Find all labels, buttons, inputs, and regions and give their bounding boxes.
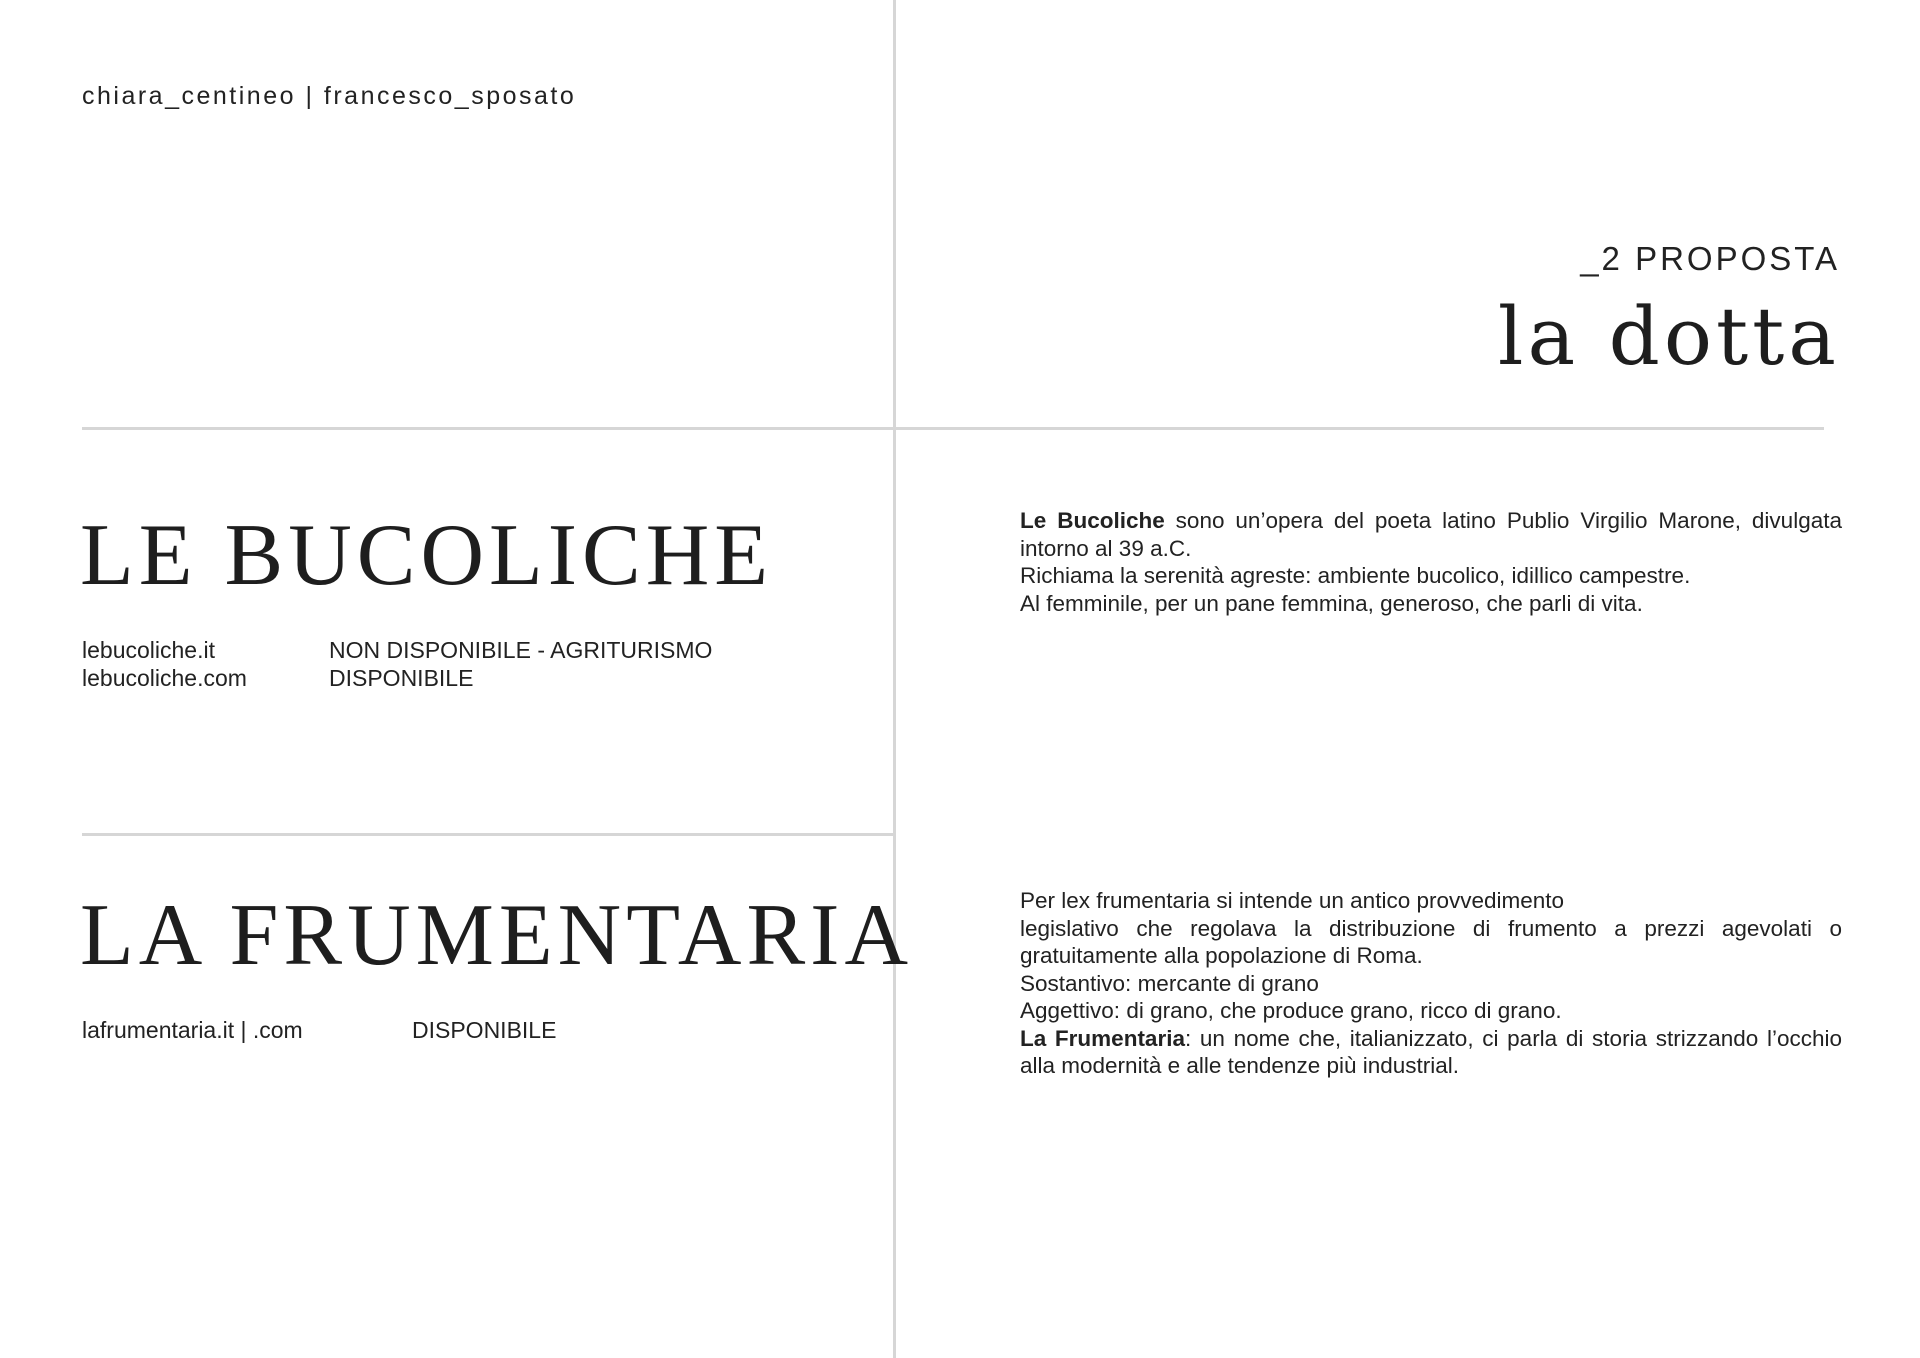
- domain-list-bucoliche: [82, 636, 842, 692]
- domain-row: [82, 1016, 842, 1044]
- bold-lead: La Frumentaria: [1020, 1025, 1185, 1051]
- description-frumentaria: [1020, 887, 1842, 1080]
- authors-credit: chiara_centineo | francesco_sposato: [82, 82, 577, 110]
- description-paragraph: Richiama la serenità agreste: ambiente bucolico, idillico campestre.: [1020, 563, 1691, 588]
- top-horizontal-divider: [82, 427, 1824, 430]
- description-bucoliche: [1020, 507, 1842, 617]
- name-la-frumentaria: LA FRUMENTARIA: [80, 887, 913, 984]
- description-paragraph: Aggettivo: di grano, che produce grano, ricco di grano.: [1020, 998, 1562, 1023]
- description-paragraph: [1020, 507, 1842, 562]
- domain-list-frumentaria: [82, 1016, 842, 1044]
- proposal-label: _2 PROPOSTA: [1580, 240, 1840, 277]
- description-paragraph: Al femminile, per un pane femmina, generoso, che parli di vita.: [1020, 590, 1643, 616]
- domain-row: [82, 636, 842, 664]
- name-le-bucoliche: LE BUCOLICHE: [80, 507, 774, 604]
- domain-name: lebucoliche.com: [82, 665, 247, 691]
- domain-status: NON DISPONIBILE - AGRITURISMO: [329, 637, 713, 663]
- proposal-title: la dotta: [1497, 290, 1840, 383]
- domain-status: DISPONIBILE: [329, 665, 474, 691]
- description-text: sono un’opera del poeta latino Publio Virgilio Marone, divulgata intorno al 39 a.C.: [1020, 508, 1842, 561]
- domain-status: DISPONIBILE: [412, 1017, 557, 1043]
- description-text: : un nome che, italianizzato, ci parla di storia strizzando l’occhio alla modernità e alle tendenze più industrial.: [1020, 1025, 1842, 1078]
- description-paragraph: legislativo che regolava la distribuzione di frumento a prezzi agevolati o gratuitamente alla popolazione di Roma.: [1020, 915, 1842, 968]
- vertical-divider: [893, 0, 896, 1358]
- domain-name: lebucoliche.it: [82, 637, 215, 663]
- domain-row: [82, 664, 842, 692]
- description-paragraph: Per lex frumentaria si intende un antico provvedimento: [1020, 888, 1565, 913]
- description-paragraph: [1020, 1025, 1842, 1080]
- bold-lead: Le Bucoliche: [1020, 508, 1165, 533]
- description-paragraph: Sostantivo: mercante di grano: [1020, 970, 1319, 996]
- middle-horizontal-divider: [82, 833, 893, 836]
- domain-name: lafrumentaria.it | .com: [82, 1017, 303, 1043]
